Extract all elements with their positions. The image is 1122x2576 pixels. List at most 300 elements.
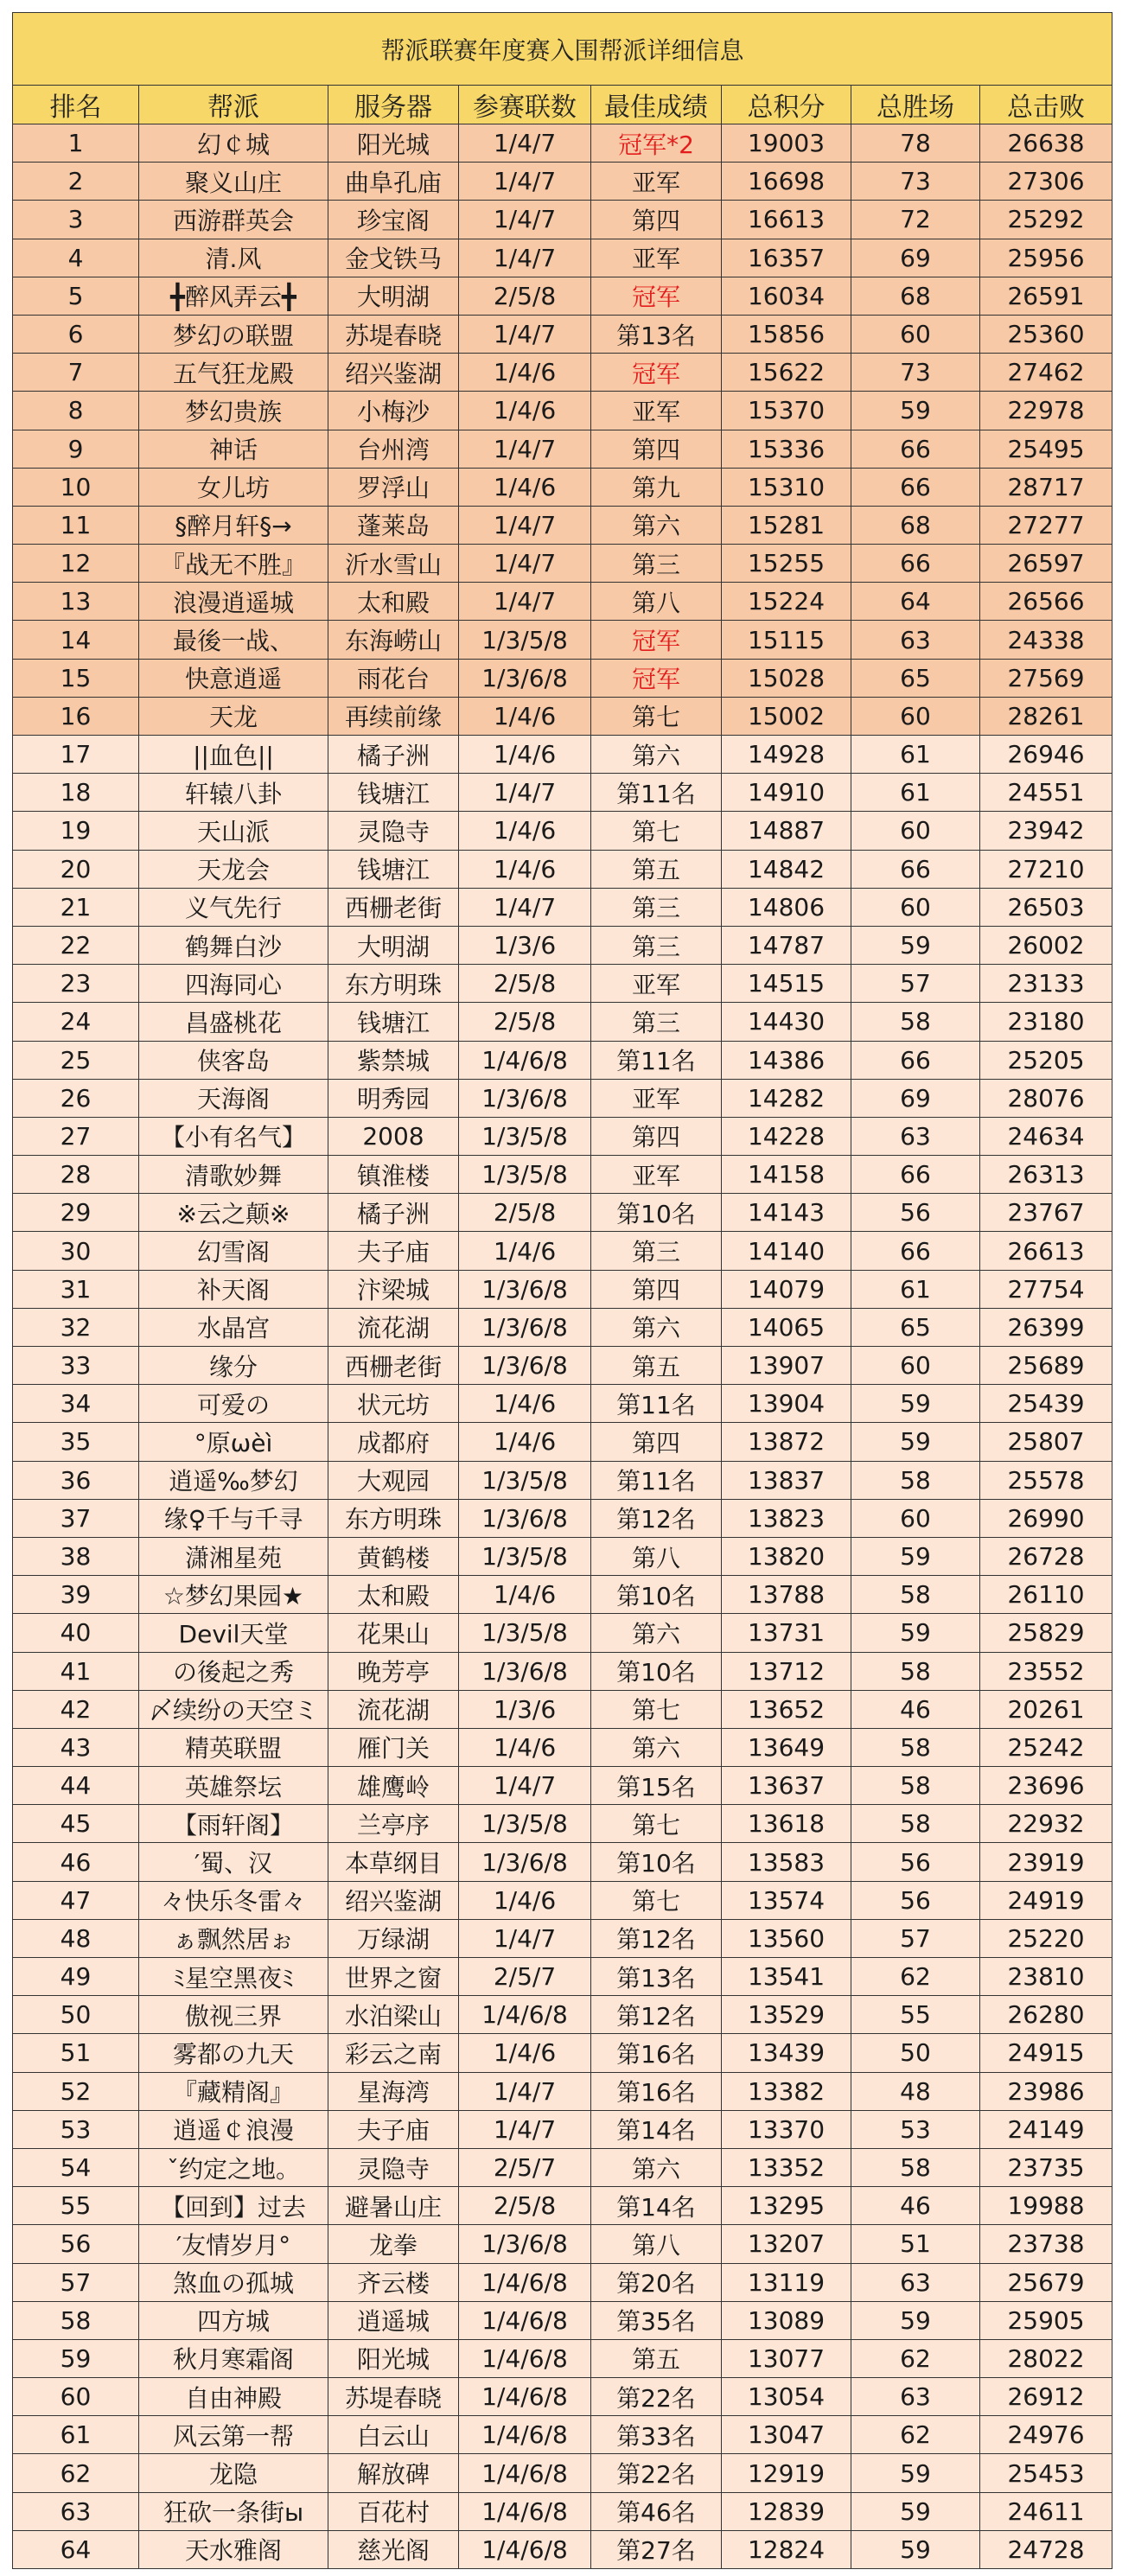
server-cell: 流花湖 — [328, 1308, 459, 1346]
server-cell: 小梅沙 — [328, 392, 459, 430]
best-result-cell: 第六 — [591, 1308, 722, 1346]
server-cell: 彩云之南 — [328, 2034, 459, 2072]
server-cell: 雄鹰岭 — [328, 1767, 459, 1805]
guild-cell: ╋醉风弄云╋ — [139, 277, 328, 315]
leagues-cell: 1/4/7 — [459, 430, 591, 468]
best-result-cell: 第12名 — [591, 1996, 722, 2034]
rank-cell: 54 — [13, 2148, 139, 2186]
total-kills-cell: 25292 — [980, 201, 1112, 239]
server-cell: 状元坊 — [328, 1385, 459, 1423]
total-points-cell: 13574 — [722, 1881, 851, 1919]
total-wins-cell: 59 — [851, 2492, 980, 2530]
total-wins-cell: 58 — [851, 1767, 980, 1805]
table-row — [13, 736, 1112, 774]
rank-cell: 59 — [13, 2339, 139, 2377]
table-row — [13, 2378, 1112, 2416]
best-result-cell: 冠军 — [591, 659, 722, 697]
guild-cell: 天龙 — [139, 697, 328, 735]
guild-cell: 英雄祭坛 — [139, 1767, 328, 1805]
table-row — [13, 239, 1112, 277]
best-result-cell: 第六 — [591, 1728, 722, 1766]
total-points-cell: 13583 — [722, 1843, 851, 1881]
col-header-leagues: 参赛联数 — [459, 86, 591, 124]
total-kills-cell: 24919 — [980, 1881, 1112, 1919]
total-kills-cell: 24551 — [980, 774, 1112, 812]
guild-cell: 狂砍一条街ы — [139, 2492, 328, 2530]
guild-cell: 天水雅阁 — [139, 2530, 328, 2568]
total-kills-cell: 27569 — [980, 659, 1112, 697]
total-wins-cell: 60 — [851, 812, 980, 850]
guild-cell: 快意逍遥 — [139, 659, 328, 697]
total-kills-cell: 24915 — [980, 2034, 1112, 2072]
rank-cell: 7 — [13, 354, 139, 392]
guild-cell: 天海阁 — [139, 1079, 328, 1117]
server-cell: 阳光城 — [328, 124, 459, 163]
total-wins-cell: 65 — [851, 1308, 980, 1346]
rank-cell: 1 — [13, 124, 139, 163]
total-wins-cell: 63 — [851, 2263, 980, 2301]
guild-cell: 梦幻贵族 — [139, 392, 328, 430]
server-cell: 百花村 — [328, 2492, 459, 2530]
total-points-cell: 15310 — [722, 468, 851, 506]
table-row — [13, 926, 1112, 964]
best-result-cell: 第六 — [591, 2148, 722, 2186]
total-points-cell: 12839 — [722, 2492, 851, 2530]
server-cell: 太和殿 — [328, 583, 459, 621]
guild-cell: ′友情岁月° — [139, 2225, 328, 2263]
rank-cell: 41 — [13, 1652, 139, 1690]
best-result-cell: 冠军 — [591, 354, 722, 392]
leagues-cell: 1/4/7 — [459, 2110, 591, 2148]
rank-cell: 30 — [13, 1232, 139, 1270]
total-points-cell: 13788 — [722, 1576, 851, 1614]
total-wins-cell: 72 — [851, 201, 980, 239]
leagues-cell: 1/4/7 — [459, 315, 591, 353]
total-points-cell: 13119 — [722, 2263, 851, 2301]
total-points-cell: 13907 — [722, 1347, 851, 1385]
rank-cell: 28 — [13, 1156, 139, 1194]
total-kills-cell: 25495 — [980, 430, 1112, 468]
best-result-cell: 第六 — [591, 1614, 722, 1652]
guild-cell: ˇ约定之地。 — [139, 2148, 328, 2186]
total-points-cell: 13820 — [722, 1537, 851, 1575]
table-row — [13, 1079, 1112, 1117]
leagues-cell: 1/3/5/8 — [459, 1117, 591, 1155]
guild-cell: 水晶宫 — [139, 1308, 328, 1346]
rank-cell: 29 — [13, 1194, 139, 1232]
guild-cell: 傲视三界 — [139, 1996, 328, 2034]
server-cell: 台州湾 — [328, 430, 459, 468]
server-cell: 雁门关 — [328, 1728, 459, 1766]
best-result-cell: 第五 — [591, 1347, 722, 1385]
total-points-cell: 14282 — [722, 1079, 851, 1117]
rank-cell: 37 — [13, 1499, 139, 1537]
table-row — [13, 392, 1112, 430]
rank-cell: 10 — [13, 468, 139, 506]
guild-cell: 聚义山庄 — [139, 163, 328, 201]
total-wins-cell: 57 — [851, 965, 980, 1003]
rank-cell: 62 — [13, 2454, 139, 2492]
total-wins-cell: 58 — [851, 1728, 980, 1766]
leagues-cell: 1/4/6 — [459, 1576, 591, 1614]
total-wins-cell: 66 — [851, 430, 980, 468]
total-wins-cell: 57 — [851, 1919, 980, 1957]
rank-cell: 24 — [13, 1003, 139, 1041]
leagues-cell: 1/4/7 — [459, 1767, 591, 1805]
server-cell: 齐云楼 — [328, 2263, 459, 2301]
total-wins-cell: 59 — [851, 2301, 980, 2339]
guild-cell: ☆梦幻果园★ — [139, 1576, 328, 1614]
server-cell: 绍兴鉴湖 — [328, 354, 459, 392]
table-row — [13, 774, 1112, 812]
total-wins-cell: 66 — [851, 545, 980, 583]
table-row — [13, 1347, 1112, 1385]
table-row — [13, 430, 1112, 468]
table-row — [13, 1805, 1112, 1843]
leagues-cell: 1/4/7 — [459, 163, 591, 201]
server-cell: 钱塘江 — [328, 850, 459, 888]
server-cell: 大明湖 — [328, 277, 459, 315]
total-points-cell: 13382 — [722, 2072, 851, 2110]
total-points-cell: 13352 — [722, 2148, 851, 2186]
guild-cell: ||血色|| — [139, 736, 328, 774]
guild-cell: 潇湘星苑 — [139, 1537, 328, 1575]
best-result-cell: 第14名 — [591, 2187, 722, 2225]
guild-cell: 〆续纷の天空ミ — [139, 1690, 328, 1728]
best-result-cell: 第七 — [591, 812, 722, 850]
rank-cell: 17 — [13, 736, 139, 774]
total-wins-cell: 51 — [851, 2225, 980, 2263]
total-kills-cell: 26946 — [980, 736, 1112, 774]
total-points-cell: 13712 — [722, 1652, 851, 1690]
total-wins-cell: 59 — [851, 392, 980, 430]
table-row — [13, 1958, 1112, 1996]
best-result-cell: 第三 — [591, 1232, 722, 1270]
total-kills-cell: 26399 — [980, 1308, 1112, 1346]
table-row — [13, 277, 1112, 315]
total-kills-cell: 28261 — [980, 697, 1112, 735]
server-cell: 东方明珠 — [328, 965, 459, 1003]
table-row — [13, 2187, 1112, 2225]
total-points-cell: 12919 — [722, 2454, 851, 2492]
guild-cell: 逍遥‰梦幻 — [139, 1461, 328, 1499]
best-result-cell: 第22名 — [591, 2378, 722, 2416]
best-result-cell: 第四 — [591, 1270, 722, 1308]
rank-cell: 8 — [13, 392, 139, 430]
server-cell: 世界之窗 — [328, 1958, 459, 1996]
leagues-cell: 1/4/6/8 — [459, 2339, 591, 2377]
leagues-cell: 1/4/6/8 — [459, 1041, 591, 1079]
total-wins-cell: 60 — [851, 315, 980, 353]
best-result-cell: 亚军 — [591, 1079, 722, 1117]
total-kills-cell: 23767 — [980, 1194, 1112, 1232]
server-cell: 夫子庙 — [328, 1232, 459, 1270]
leagues-cell: 1/4/6 — [459, 354, 591, 392]
table-row — [13, 2301, 1112, 2339]
server-cell: 本草纲目 — [328, 1843, 459, 1881]
leagues-cell: 1/4/6/8 — [459, 2454, 591, 2492]
rank-cell: 33 — [13, 1347, 139, 1385]
best-result-cell: 亚军 — [591, 965, 722, 1003]
table-row — [13, 2454, 1112, 2492]
table-row — [13, 1919, 1112, 1957]
guild-cell: 【雨轩阁】 — [139, 1805, 328, 1843]
total-points-cell: 13047 — [722, 2416, 851, 2454]
rank-cell: 44 — [13, 1767, 139, 1805]
total-points-cell: 14887 — [722, 812, 851, 850]
guild-cell: 『藏精阁』 — [139, 2072, 328, 2110]
total-kills-cell: 26990 — [980, 1499, 1112, 1537]
leagues-cell: 1/3/6/8 — [459, 1308, 591, 1346]
total-kills-cell: 27754 — [980, 1270, 1112, 1308]
table-row — [13, 1003, 1112, 1041]
table-body — [13, 124, 1112, 2569]
server-cell: 沂水雪山 — [328, 545, 459, 583]
server-cell: 东方明珠 — [328, 1499, 459, 1537]
col-header-total-wins: 总胜场 — [851, 86, 980, 124]
total-wins-cell: 56 — [851, 1881, 980, 1919]
rank-cell: 5 — [13, 277, 139, 315]
total-wins-cell: 59 — [851, 1537, 980, 1575]
server-cell: 夫子庙 — [328, 2110, 459, 2148]
total-kills-cell: 28022 — [980, 2339, 1112, 2377]
leagues-cell: 1/4/6/8 — [459, 1996, 591, 2034]
leagues-cell: 1/4/7 — [459, 201, 591, 239]
total-points-cell: 15115 — [722, 621, 851, 659]
best-result-cell: 第八 — [591, 583, 722, 621]
rank-cell: 16 — [13, 697, 139, 735]
table-row — [13, 888, 1112, 926]
total-kills-cell: 25689 — [980, 1347, 1112, 1385]
guild-cell: 秋月寒霜阁 — [139, 2339, 328, 2377]
leagues-cell: 1/4/6 — [459, 468, 591, 506]
best-result-cell: 第20名 — [591, 2263, 722, 2301]
table-row — [13, 1423, 1112, 1461]
best-result-cell: 第16名 — [591, 2072, 722, 2110]
table-row — [13, 506, 1112, 544]
total-points-cell: 14910 — [722, 774, 851, 812]
best-result-cell: 第五 — [591, 850, 722, 888]
leagues-cell: 1/3/5/8 — [459, 1156, 591, 1194]
rank-cell: 31 — [13, 1270, 139, 1308]
total-kills-cell: 26566 — [980, 583, 1112, 621]
total-points-cell: 14158 — [722, 1156, 851, 1194]
server-cell: 罗浮山 — [328, 468, 459, 506]
server-cell: 解放碑 — [328, 2454, 459, 2492]
best-result-cell: 第四 — [591, 201, 722, 239]
guild-cell: 自由神殿 — [139, 2378, 328, 2416]
table-row — [13, 621, 1112, 659]
total-wins-cell: 59 — [851, 1423, 980, 1461]
guild-cell: 雾都の九天 — [139, 2034, 328, 2072]
rank-cell: 58 — [13, 2301, 139, 2339]
guild-cell: 幻雪阁 — [139, 1232, 328, 1270]
rank-cell: 22 — [13, 926, 139, 964]
server-cell: 白云山 — [328, 2416, 459, 2454]
total-kills-cell: 24728 — [980, 2530, 1112, 2568]
total-kills-cell: 23735 — [980, 2148, 1112, 2186]
rank-cell: 9 — [13, 430, 139, 468]
best-result-cell: 第16名 — [591, 2034, 722, 2072]
total-kills-cell: 25205 — [980, 1041, 1112, 1079]
col-header-guild: 帮派 — [139, 86, 328, 124]
table-row — [13, 1690, 1112, 1728]
leagues-cell: 1/4/6 — [459, 392, 591, 430]
best-result-cell: 第五 — [591, 2339, 722, 2377]
total-points-cell: 14143 — [722, 1194, 851, 1232]
best-result-cell: 第10名 — [591, 1576, 722, 1614]
total-wins-cell: 73 — [851, 354, 980, 392]
total-kills-cell: 23942 — [980, 812, 1112, 850]
guild-cell: 女儿坊 — [139, 468, 328, 506]
total-kills-cell: 25453 — [980, 2454, 1112, 2492]
guild-cell: ﾐ星空黑夜ﾐ — [139, 1958, 328, 1996]
guild-cell: ′蜀、汉 — [139, 1843, 328, 1881]
rank-cell: 21 — [13, 888, 139, 926]
guild-cell: 梦幻の联盟 — [139, 315, 328, 353]
rank-cell: 64 — [13, 2530, 139, 2568]
rank-cell: 14 — [13, 621, 139, 659]
table-row — [13, 1576, 1112, 1614]
server-cell: 东海崂山 — [328, 621, 459, 659]
rank-cell: 40 — [13, 1614, 139, 1652]
server-cell: 橘子洲 — [328, 736, 459, 774]
table-row — [13, 1385, 1112, 1423]
total-wins-cell: 63 — [851, 2378, 980, 2416]
col-header-server: 服务器 — [328, 86, 459, 124]
total-kills-cell: 25439 — [980, 1385, 1112, 1423]
total-wins-cell: 68 — [851, 506, 980, 544]
table-row — [13, 201, 1112, 239]
guild-cell: 清.风 — [139, 239, 328, 277]
total-points-cell: 13529 — [722, 1996, 851, 2034]
guild-cell: 【小有名气】 — [139, 1117, 328, 1155]
leagues-cell: 2/5/8 — [459, 2187, 591, 2225]
total-points-cell: 14842 — [722, 850, 851, 888]
table-row — [13, 1767, 1112, 1805]
total-points-cell: 16357 — [722, 239, 851, 277]
rank-cell: 45 — [13, 1805, 139, 1843]
total-points-cell: 15002 — [722, 697, 851, 735]
total-wins-cell: 58 — [851, 1652, 980, 1690]
best-result-cell: 第11名 — [591, 1461, 722, 1499]
rank-cell: 49 — [13, 1958, 139, 1996]
best-result-cell: 第11名 — [591, 1041, 722, 1079]
leagues-cell: 1/4/6 — [459, 812, 591, 850]
total-kills-cell: 27306 — [980, 163, 1112, 201]
best-result-cell: 第46名 — [591, 2492, 722, 2530]
total-points-cell: 15856 — [722, 315, 851, 353]
leagues-cell: 1/4/6 — [459, 850, 591, 888]
total-points-cell: 13207 — [722, 2225, 851, 2263]
total-points-cell: 14386 — [722, 1041, 851, 1079]
total-points-cell: 13560 — [722, 1919, 851, 1957]
total-wins-cell: 78 — [851, 124, 980, 163]
best-result-cell: 第10名 — [591, 1843, 722, 1881]
best-result-cell: 第六 — [591, 506, 722, 544]
best-result-cell: 第八 — [591, 2225, 722, 2263]
leagues-cell: 1/4/6 — [459, 2034, 591, 2072]
total-kills-cell: 25956 — [980, 239, 1112, 277]
total-points-cell: 13837 — [722, 1461, 851, 1499]
server-cell: 苏堤春晓 — [328, 2378, 459, 2416]
guild-cell: 轩辕八卦 — [139, 774, 328, 812]
guild-cell: 侠客岛 — [139, 1041, 328, 1079]
best-result-cell: 第三 — [591, 1003, 722, 1041]
rank-cell: 51 — [13, 2034, 139, 2072]
table-row — [13, 1843, 1112, 1881]
server-cell: 钱塘江 — [328, 1003, 459, 1041]
guild-cell: 『战无不胜』 — [139, 545, 328, 583]
table-row — [13, 1194, 1112, 1232]
total-wins-cell: 66 — [851, 468, 980, 506]
total-points-cell: 13731 — [722, 1614, 851, 1652]
total-points-cell: 13439 — [722, 2034, 851, 2072]
total-wins-cell: 59 — [851, 1385, 980, 1423]
total-wins-cell: 62 — [851, 1958, 980, 1996]
best-result-cell: 第11名 — [591, 1385, 722, 1423]
best-result-cell: 亚军 — [591, 239, 722, 277]
total-points-cell: 15255 — [722, 545, 851, 583]
leagues-cell: 1/4/6 — [459, 736, 591, 774]
table-row — [13, 1461, 1112, 1499]
total-wins-cell: 60 — [851, 1347, 980, 1385]
guild-cell: 々快乐冬雷々 — [139, 1881, 328, 1919]
total-wins-cell: 58 — [851, 1003, 980, 1041]
server-cell: 绍兴鉴湖 — [328, 1881, 459, 1919]
server-cell: 西栅老街 — [328, 888, 459, 926]
col-header-rank: 排名 — [13, 86, 139, 124]
total-wins-cell: 66 — [851, 1041, 980, 1079]
total-wins-cell: 62 — [851, 2339, 980, 2377]
total-wins-cell: 48 — [851, 2072, 980, 2110]
leagues-cell: 1/4/6/8 — [459, 2378, 591, 2416]
server-cell: 慈光阁 — [328, 2530, 459, 2568]
total-kills-cell: 23810 — [980, 1958, 1112, 1996]
rank-cell: 15 — [13, 659, 139, 697]
best-result-cell: 第四 — [591, 1423, 722, 1461]
rank-cell: 2 — [13, 163, 139, 201]
total-wins-cell: 59 — [851, 926, 980, 964]
total-kills-cell: 26110 — [980, 1576, 1112, 1614]
guild-cell: 五气狂龙殿 — [139, 354, 328, 392]
total-points-cell: 13637 — [722, 1767, 851, 1805]
rank-cell: 4 — [13, 239, 139, 277]
total-points-cell: 13295 — [722, 2187, 851, 2225]
server-cell: 水泊梁山 — [328, 1996, 459, 2034]
total-points-cell: 13904 — [722, 1385, 851, 1423]
total-kills-cell: 24634 — [980, 1117, 1112, 1155]
leagues-cell: 1/3/6 — [459, 1690, 591, 1728]
leagues-cell: 1/3/5/8 — [459, 1537, 591, 1575]
total-points-cell: 13823 — [722, 1499, 851, 1537]
guild-cell: ※云之颠※ — [139, 1194, 328, 1232]
guild-cell: 煞血の孤城 — [139, 2263, 328, 2301]
table-row — [13, 315, 1112, 353]
total-points-cell: 13541 — [722, 1958, 851, 1996]
best-result-cell: 第八 — [591, 1537, 722, 1575]
total-wins-cell: 46 — [851, 1690, 980, 1728]
guild-cell: 幻￠城 — [139, 124, 328, 163]
total-kills-cell: 26728 — [980, 1537, 1112, 1575]
guild-cell: 西游群英会 — [139, 201, 328, 239]
table-row — [13, 850, 1112, 888]
rank-cell: 19 — [13, 812, 139, 850]
guild-cell: 神话 — [139, 430, 328, 468]
rank-cell: 36 — [13, 1461, 139, 1499]
total-kills-cell: 26613 — [980, 1232, 1112, 1270]
guild-cell: §醉月轩§→ — [139, 506, 328, 544]
